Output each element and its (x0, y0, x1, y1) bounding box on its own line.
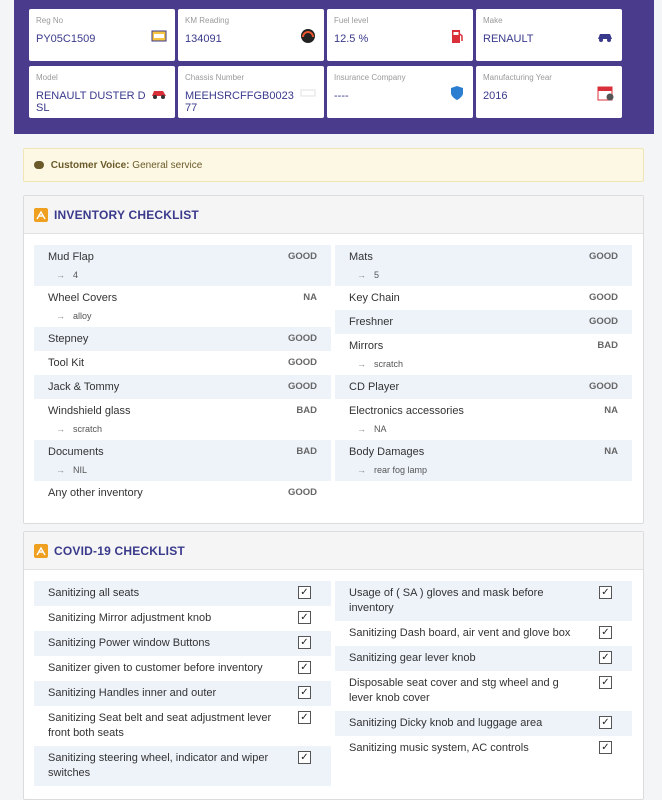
inventory-item-name: Mud Flap (48, 251, 94, 263)
checkbox-checked[interactable]: ✓ (599, 716, 612, 729)
inventory-row (34, 327, 331, 351)
inventory-item-status: BAD (597, 340, 618, 351)
vehicle-card (178, 9, 324, 61)
inventory-item-name: Tool Kit (48, 357, 85, 369)
inventory-row (34, 351, 331, 375)
vehicle-card (327, 66, 473, 118)
car-service-icon (596, 27, 616, 45)
arrow-right-icon: → (357, 270, 366, 280)
inventory-item-status: GOOD (287, 333, 317, 344)
inventory-item-name: Mirrors (349, 340, 384, 352)
inventory-item-status: GOOD (287, 357, 317, 368)
inventory-item-status: GOOD (287, 381, 317, 392)
covid-left-column (34, 581, 331, 786)
inventory-title: INVENTORY CHECKLIST (54, 207, 199, 222)
inventory-item-note: NIL (73, 465, 88, 475)
chassis-icon (298, 84, 318, 102)
inventory-row (34, 440, 331, 481)
inventory-item-name: CD Player (349, 381, 400, 393)
inventory-item-note: NA (374, 424, 387, 434)
covid-item-label: Sanitizing music system, AC controls (349, 742, 529, 754)
inventory-item-status: NA (303, 292, 317, 303)
inventory-item-name: Windshield glass (48, 405, 131, 417)
inventory-row (34, 245, 331, 286)
covid-item-label: Sanitizing gear lever knob (349, 652, 476, 664)
arrow-right-icon: → (56, 424, 65, 434)
vehicle-card-label: KM Reading (185, 16, 230, 25)
checkbox-checked[interactable]: ✓ (599, 626, 612, 639)
inventory-item-name: Stepney (48, 333, 89, 345)
vehicle-card-value: RENAULT (483, 33, 534, 45)
inventory-row (335, 286, 632, 310)
inventory-icon (34, 208, 48, 222)
inventory-item-name: Electronics accessories (349, 405, 464, 417)
covid-checklist-row (34, 581, 331, 606)
vehicle-card-label: Fuel level (334, 16, 369, 25)
covid-checklist-row (34, 746, 331, 786)
inventory-item-note: alloy (73, 311, 92, 321)
inventory-item-name: Mats (349, 251, 373, 263)
covid-item-label: Sanitizing steering wheel, indicator and wiper switches (48, 752, 269, 779)
customer-voice-label: Customer Voice: (50, 160, 130, 171)
covid-checklist-row (335, 736, 632, 761)
checkbox-checked[interactable]: ✓ (298, 636, 311, 649)
checkbox-checked[interactable]: ✓ (298, 586, 311, 599)
checkbox-checked[interactable]: ✓ (599, 676, 612, 689)
checkbox-checked[interactable]: ✓ (298, 751, 311, 764)
inventory-item-status: BAD (296, 405, 317, 416)
checkbox-checked[interactable]: ✓ (298, 611, 311, 624)
inventory-item-note: 4 (73, 270, 79, 280)
covid-item-label: Sanitizing Handles inner and outer (48, 687, 217, 699)
inventory-item-status: GOOD (588, 292, 618, 303)
checkbox-checked[interactable]: ✓ (599, 586, 612, 599)
arrow-right-icon: → (56, 465, 65, 475)
inventory-item-note: scratch (374, 359, 404, 369)
calendar-gear-icon (596, 84, 616, 102)
inventory-item-name: Any other inventory (48, 487, 143, 499)
vehicle-card (29, 66, 175, 118)
inventory-item-status: GOOD (588, 381, 618, 392)
inventory-row (34, 375, 331, 399)
inventory-row (34, 481, 331, 505)
inventory-item-name: Wheel Covers (48, 292, 118, 304)
inventory-row (335, 334, 632, 375)
vehicle-card-value: RENAULT DUSTER DSL (36, 90, 146, 114)
vehicle-card (29, 9, 175, 61)
inventory-item-note: 5 (374, 270, 380, 280)
inventory-right-column (335, 245, 632, 505)
covid-title: COVID-19 CHECKLIST (54, 543, 185, 558)
covid-item-label: Sanitizing Power window Buttons (48, 637, 211, 649)
vehicle-card-value: PY05C1509 (36, 33, 96, 45)
checkbox-checked[interactable]: ✓ (298, 661, 311, 674)
inventory-item-note: rear fog lamp (374, 465, 428, 475)
inventory-item-status: NA (604, 405, 618, 416)
arrow-right-icon: → (56, 311, 65, 321)
covid-checklist-row (335, 671, 632, 711)
checkbox-checked[interactable]: ✓ (298, 711, 311, 724)
car-icon (149, 84, 169, 102)
inventory-row (335, 375, 632, 399)
number-plate-icon (149, 27, 169, 45)
inventory-item-note: scratch (73, 424, 103, 434)
vehicle-card-label: Insurance Company (334, 73, 406, 82)
covid-item-label: Usage of ( SA ) gloves and mask before inventory (349, 587, 544, 614)
inventory-item-name: Key Chain (349, 292, 400, 304)
inventory-item-name: Body Damages (349, 446, 425, 458)
chat-icon (34, 161, 44, 169)
inventory-row (34, 399, 331, 440)
inventory-item-name: Freshner (349, 316, 394, 328)
inventory-row (335, 245, 632, 286)
vehicle-card-value: MEEHSRCFFGB002377 (185, 90, 294, 114)
checkbox-checked[interactable]: ✓ (298, 686, 311, 699)
vehicle-card (476, 9, 622, 61)
vehicle-card-label: Manufacturing Year (483, 73, 552, 82)
inventory-item-status: GOOD (287, 487, 317, 498)
inventory-item-status: NA (604, 446, 618, 457)
covid-checklist-row (34, 706, 331, 746)
arrow-right-icon: → (357, 359, 366, 369)
inventory-item-status: GOOD (588, 251, 618, 262)
vehicle-card-value: 134091 (185, 33, 222, 45)
vehicle-card-label: Reg No (36, 16, 64, 25)
customer-voice-banner (23, 148, 644, 182)
covid-icon (34, 544, 48, 558)
inventory-row (34, 286, 331, 327)
checkbox-checked[interactable]: ✓ (599, 651, 612, 664)
covid-item-label: Sanitizing Dicky knob and luggage area (349, 717, 543, 729)
inventory-row (335, 310, 632, 334)
arrow-right-icon: → (357, 465, 366, 475)
vehicle-card-label: Chassis Number (185, 73, 245, 82)
fuel-pump-icon (447, 27, 467, 45)
inventory-item-status: GOOD (588, 316, 618, 327)
covid-right-column (335, 581, 632, 786)
inventory-row (335, 399, 632, 440)
arrow-right-icon: → (56, 270, 65, 280)
covid-item-label: Sanitizer given to customer before inventory (48, 662, 263, 674)
inventory-item-status: GOOD (287, 251, 317, 262)
vehicle-card-label: Model (36, 73, 58, 82)
covid-checklist-row (34, 681, 331, 706)
covid-item-label: Sanitizing all seats (48, 587, 140, 599)
covid-checklist-row (34, 631, 331, 656)
inventory-checklist-panel (23, 195, 644, 524)
covid-item-label: Disposable seat cover and stg wheel and g lever knob cover (349, 677, 559, 704)
covid-item-label: Sanitizing Mirror adjustment knob (48, 612, 212, 624)
covid-checklist-row (335, 646, 632, 671)
covid-item-label: Sanitizing Seat belt and seat adjustment lever front both seats (48, 712, 272, 739)
arrow-right-icon: → (357, 424, 366, 434)
covid-item-label: Sanitizing Dash board, air vent and glove box (349, 627, 571, 639)
covid-checklist-row (34, 606, 331, 631)
covid-checklist-row (335, 711, 632, 736)
covid-checklist-row (335, 581, 632, 621)
vehicle-card (327, 9, 473, 61)
shield-icon (447, 84, 467, 102)
inventory-item-name: Jack & Tommy (48, 381, 120, 393)
inventory-row (335, 440, 632, 481)
vehicle-card (476, 66, 622, 118)
vehicle-card-label: Make (483, 16, 503, 25)
vehicle-card-value: 2016 (483, 90, 508, 102)
covid-checklist-row (34, 656, 331, 681)
vehicle-card (178, 66, 324, 118)
inventory-item-name: Documents (48, 446, 104, 458)
inventory-item-status: BAD (296, 446, 317, 457)
checkbox-checked[interactable]: ✓ (599, 741, 612, 754)
vehicle-card-value: 12.5 % (334, 33, 369, 45)
customer-voice-text: General service (132, 160, 203, 171)
inventory-left-column (34, 245, 331, 505)
covid-checklist-row (335, 621, 632, 646)
covid-checklist-panel (23, 531, 644, 800)
speedometer-icon (298, 27, 318, 45)
vehicle-card-value: ---- (334, 90, 349, 102)
